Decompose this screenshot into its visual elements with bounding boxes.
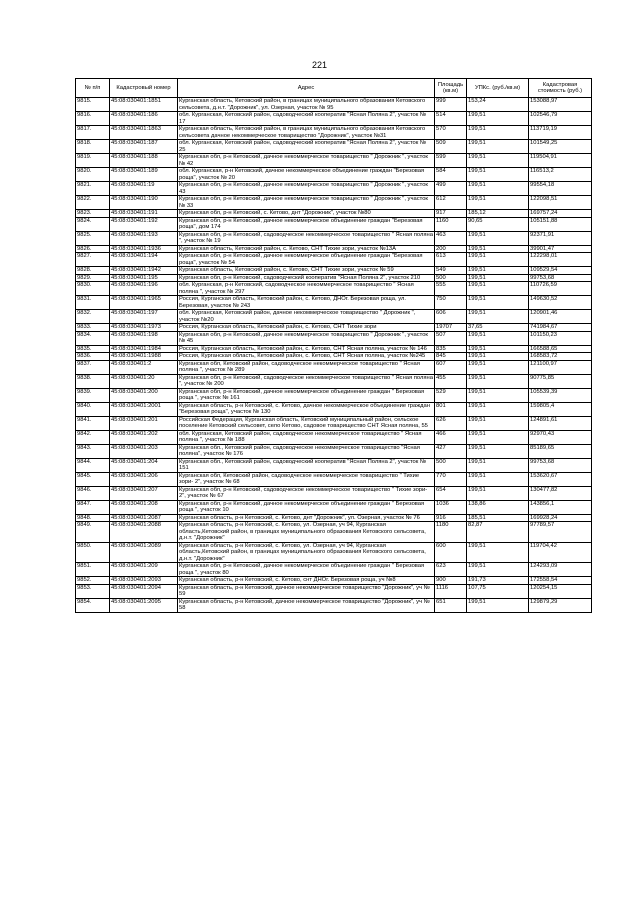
table-body <box>76 98 592 613</box>
cadastral-value-cell: 122298,01 <box>529 253 592 267</box>
upks-cell: 138,86 <box>467 500 529 514</box>
cadastral-value-cell: 85189,65 <box>529 444 592 458</box>
address-cell: Курганская область, Кетовский район, с. Кетово, СНТ Тихие зори, участок №13А <box>178 245 435 253</box>
upks-cell: 199,51 <box>467 140 529 154</box>
cadastral-number-cell: 45:08:030401:1973 <box>110 324 178 332</box>
cadastral-value-cell: 169757,24 <box>529 210 592 218</box>
cadastral-number-cell: 45:08:030401:1988 <box>110 353 178 361</box>
table-row <box>76 231 592 245</box>
cadastral-value-cell: 159805,4 <box>529 402 592 416</box>
row-number-cell: 9832. <box>76 310 110 324</box>
address-cell: Россия, Курганская область, Кетовский район, с. Кетово, СНТ Ясная поляна, участок №245 <box>178 353 435 361</box>
table-row <box>76 98 592 112</box>
address-cell: Курганская область, Кетовский район, с. Кетово, СНТ Тихие зори, участок № 59 <box>178 267 435 275</box>
row-number-cell: 9834. <box>76 331 110 345</box>
table-row <box>76 402 592 416</box>
cadastral-value-cell: 105539,39 <box>529 388 592 402</box>
area-cell: 626 <box>435 416 467 430</box>
table-row <box>76 486 592 500</box>
cadastral-number-cell: 45:08:030401:186 <box>110 112 178 126</box>
table-row <box>76 345 592 353</box>
area-cell: 427 <box>435 444 467 458</box>
cadastral-value-cell: 169928,24 <box>529 514 592 522</box>
cadastral-number-cell: 45:08:030401:196 <box>110 282 178 296</box>
area-cell: 570 <box>435 126 467 140</box>
cadastral-value-cell: 172558,54 <box>529 577 592 585</box>
table-row <box>76 563 592 577</box>
cadastral-value-cell: 97789,57 <box>529 522 592 543</box>
row-number-cell: 9847. <box>76 500 110 514</box>
row-number-cell: 9831. <box>76 296 110 310</box>
upks-cell: 185,51 <box>467 514 529 522</box>
area-cell: 613 <box>435 253 467 267</box>
header-cadastral-value: Кадастровая стоимость (руб.) <box>529 79 592 98</box>
table-row <box>76 542 592 563</box>
area-cell: 900 <box>435 577 467 585</box>
cadastral-value-cell: 92970,43 <box>529 430 592 444</box>
address-cell: Курганская обл, р-н Кетовский, садоводческое некоммерческое товарищество " Ясная поляна ", участок № 200 <box>179 374 433 387</box>
header-upks: УПКс. (руб./кв.м) <box>467 79 529 98</box>
area-cell: 654 <box>435 486 467 500</box>
address-cell: обл. Курганская, р-н Кетовский, садоводческое некоммерческое товарищество " Ясная поляна ", участок № 297 <box>178 282 435 296</box>
cadastral-number-cell: 45:08:030401:192 <box>110 217 178 231</box>
upks-cell: 199,51 <box>467 112 529 126</box>
upks-cell: 199,51 <box>467 542 529 563</box>
row-number-cell: 9853. <box>76 584 110 598</box>
address-cell: Курганская обл, р-н Кетовский, дачное некоммерческое объединение граждан "Березовая роща", участок № 54 <box>178 253 435 267</box>
cadastral-number-cell: 45:08:030401:2095 <box>110 598 178 612</box>
cadastral-value-cell: 120901,46 <box>529 310 592 324</box>
cadastral-value-cell: 121100,97 <box>529 360 592 374</box>
address-cell: Курганская обл, р-н Кетовский, дачное некоммерческое товарищество " Дорожник ", участок № 42 <box>178 154 435 168</box>
area-cell: 509 <box>435 140 467 154</box>
row-number-cell: 9843. <box>76 444 110 458</box>
cadastral-number-cell: 45:08:030401:195 <box>110 274 178 282</box>
row-number-cell: 9849. <box>76 522 110 543</box>
area-cell: 1036 <box>435 500 467 514</box>
upks-cell: 199,51 <box>467 231 529 245</box>
address-cell: Курганская обл., Кетовский район, садоводческое некоммерческое товарищество "Ясная поляна", участок № 176 <box>178 444 435 458</box>
table-row <box>76 522 592 543</box>
area-cell: 750 <box>435 296 467 310</box>
cadastral-value-cell: 741984,67 <box>529 324 592 332</box>
table-row <box>76 267 592 275</box>
area-cell: 917 <box>435 210 467 218</box>
area-cell: 1180 <box>435 522 467 543</box>
cadastral-value-cell: 124293,09 <box>529 563 592 577</box>
area-cell: 500 <box>435 274 467 282</box>
row-number-cell: 9819. <box>76 154 110 168</box>
area-cell: 463 <box>435 231 467 245</box>
upks-cell: 199,51 <box>467 253 529 267</box>
row-number-cell: 9846. <box>76 486 110 500</box>
cadastral-number-cell: 45:08:030401:1965 <box>110 296 178 310</box>
row-number-cell: 9821. <box>76 182 110 196</box>
upks-cell: 199,51 <box>467 374 529 388</box>
row-number-cell: 9824. <box>76 217 110 231</box>
address-cell: Курганская обл, р-н Кетовский, дачное некоммерческое объединение граждан " Березовая роща ", участок № 161 <box>178 388 435 402</box>
cadastral-value-cell: 143856,1 <box>529 500 592 514</box>
area-cell: 999 <box>435 98 467 112</box>
cadastral-value-cell: 109529,54 <box>529 267 592 275</box>
row-number-cell: 9839. <box>76 388 110 402</box>
table-row <box>76 374 592 388</box>
row-number-cell: 9830. <box>76 282 110 296</box>
upks-cell: 199,51 <box>467 430 529 444</box>
table-row <box>76 282 592 296</box>
cadastral-number-cell: 45:08:030401:193 <box>110 231 178 245</box>
address-cell: Россия, Курганская область, Кетовский район, с. Кетово, СНТ Ясная поляна, участок № 146 <box>178 345 435 353</box>
row-number-cell: 9850. <box>76 542 110 563</box>
cadastral-value-cell: 110726,59 <box>529 282 592 296</box>
area-cell: 507 <box>435 331 467 345</box>
cadastral-number-cell: 45:08:030401:201 <box>110 416 178 430</box>
table-row <box>76 140 592 154</box>
cadastral-value-cell: 92371,91 <box>529 231 592 245</box>
upks-cell: 199,51 <box>467 296 529 310</box>
table-row <box>76 458 592 472</box>
cadastral-number-cell: 45:08:030401:200 <box>110 388 178 402</box>
cadastral-value-cell: 120254,15 <box>529 584 592 598</box>
address-cell: обл. Курганская, Кетовский район, дачное некоммерческое товарищество " Дорожник ", участок №20 <box>178 310 435 324</box>
area-cell: 835 <box>435 345 467 353</box>
row-number-cell: 9828. <box>76 267 110 275</box>
table-row <box>76 196 592 210</box>
table-row <box>76 210 592 218</box>
row-number-cell: 9844. <box>76 458 110 472</box>
cadastral-number-cell: 45:08:030401:19 <box>110 182 178 196</box>
cadastral-value-cell: 168583,72 <box>529 353 592 361</box>
cadastral-number-cell: 45:08:030401:197 <box>110 310 178 324</box>
cadastral-number-cell: 45:08:030401:194 <box>110 253 178 267</box>
row-number-cell: 9826. <box>76 245 110 253</box>
row-number-cell: 9817. <box>76 126 110 140</box>
row-number-cell: 9845. <box>76 472 110 486</box>
cadastral-value-cell: 102546,79 <box>529 112 592 126</box>
cadastral-number-cell: 45:08:030401:2089 <box>110 542 178 563</box>
cadastral-number-cell: 45:08:030401:188 <box>110 154 178 168</box>
cadastral-value-cell: 153620,67 <box>529 472 592 486</box>
row-number-cell: 9833. <box>76 324 110 332</box>
table-row <box>76 598 592 612</box>
address-cell: Курганская обл., Кетовский район, садоводческий кооператив "Ясная Поляна 2", участок № 151 <box>178 458 435 472</box>
upks-cell: 199,51 <box>467 563 529 577</box>
table-row <box>76 324 592 332</box>
address-cell: Российская Федерация, Курганская область, Кетовский муниципальный район, сельское поселение Кетовский сельсовет, село Кетово, садовое товарищество СНТ Ясная поляна, 55 <box>178 416 435 430</box>
row-number-cell: 9829. <box>76 274 110 282</box>
table-row <box>76 388 592 402</box>
upks-cell: 199,51 <box>467 472 529 486</box>
header-row-number: № п/п <box>76 79 110 98</box>
page-number: 221 <box>311 60 328 70</box>
upks-cell: 199,51 <box>467 402 529 416</box>
area-cell: 599 <box>435 154 467 168</box>
row-number-cell: 9827. <box>76 253 110 267</box>
table-row <box>76 253 592 267</box>
address-cell: Курганская обл, р-н Кетовский, дачное некоммерческое товарищество " Дорожник ", участок № 33 <box>178 196 435 210</box>
cadastral-value-cell: 105151,88 <box>529 217 592 231</box>
table-row <box>76 353 592 361</box>
row-number-cell: 9818. <box>76 140 110 154</box>
upks-cell: 199,51 <box>467 458 529 472</box>
cadastral-value-cell: 99753,68 <box>529 458 592 472</box>
table-header-row <box>76 79 592 98</box>
row-number-cell: 9854. <box>76 598 110 612</box>
cadastral-value-cell: 166588,65 <box>529 345 592 353</box>
upks-cell: 199,51 <box>467 360 529 374</box>
cadastral-number-cell: 45:08:030401:203 <box>110 444 178 458</box>
row-number-cell: 9840. <box>76 402 110 416</box>
upks-cell: 199,51 <box>467 310 529 324</box>
address-cell: Курганская область, Кетовский район, в границах муниципального образования Кетовского сельсовета, д.н.т. "Дорожник", ул. Озерная, участок № 95 <box>178 98 435 112</box>
row-number-cell: 9838. <box>76 374 110 388</box>
address-cell: Курганская обл, Кетовский район, садоводческое некоммерческое товарищество " Ясная поляна ", участок № 289 <box>178 360 435 374</box>
row-number-cell: 9836. <box>76 353 110 361</box>
upks-cell: 199,51 <box>467 274 529 282</box>
upks-cell: 199,51 <box>467 345 529 353</box>
table-row <box>76 472 592 486</box>
area-cell: 200 <box>435 245 467 253</box>
cadastral-value-cell: 90775,85 <box>529 374 592 388</box>
upks-cell: 199,51 <box>467 168 529 182</box>
cadastral-number-cell: 45:08:030401:187 <box>110 140 178 154</box>
row-number-cell: 9816. <box>76 112 110 126</box>
area-cell: 19707 <box>435 324 467 332</box>
upks-cell: 199,51 <box>467 245 529 253</box>
cadastral-value-cell: 99554,18 <box>529 182 592 196</box>
table-row <box>76 245 592 253</box>
upks-cell: 199,51 <box>467 598 529 612</box>
address-cell: обл. Курганская, Кетовский район, садоводческий кооператив "Ясная Поляна 2", участок № 17 <box>178 112 435 126</box>
table-row <box>76 168 592 182</box>
table-row <box>76 112 592 126</box>
address-cell: Курганская обл, р-н Кетовский, с. Кетово, днт "Дорожник", участок №80 <box>178 210 435 218</box>
area-cell: 600 <box>435 542 467 563</box>
cadastral-value-cell: 130477,82 <box>529 486 592 500</box>
address-cell: Курганская область, р-н Кетовский, с. Кетово, дачное некоммерческое объединение граждан "Березовая роща", участок № 130 <box>178 402 435 416</box>
cadastral-number-cell: 45:08:030401:202 <box>110 430 178 444</box>
row-number-cell: 9837. <box>76 360 110 374</box>
row-number-cell: 9852. <box>76 577 110 585</box>
address-cell: Курганская обл, р-н Кетовский, садоводческое некоммерческое товарищество " Ясная поляна ", участок № 19 <box>179 231 433 244</box>
cadastral-value-cell: 101549,25 <box>529 140 592 154</box>
cadastral-value-cell: 119504,91 <box>529 154 592 168</box>
upks-cell: 153,24 <box>467 98 529 112</box>
header-address: Адрес <box>178 79 435 98</box>
upks-cell: 191,73 <box>467 577 529 585</box>
cadastral-value-cell: 153088,97 <box>529 98 592 112</box>
row-number-cell: 9820. <box>76 168 110 182</box>
row-number-cell: 9823. <box>76 210 110 218</box>
cadastral-number-cell: 45:08:030401:1942 <box>110 267 178 275</box>
area-cell: 549 <box>435 267 467 275</box>
row-number-cell: 9842. <box>76 430 110 444</box>
area-cell: 584 <box>435 168 467 182</box>
row-number-cell: 9848. <box>76 514 110 522</box>
table-row <box>76 416 592 430</box>
area-cell: 606 <box>435 310 467 324</box>
upks-cell: 107,75 <box>467 584 529 598</box>
upks-cell: 199,51 <box>467 282 529 296</box>
table-row <box>76 444 592 458</box>
cadastral-number-cell: 45:08:030401:208 <box>110 500 178 514</box>
upks-cell: 37,65 <box>467 324 529 332</box>
address-cell: Курганская область, р-н Кетовский, с. Кетово, ул. Озерная, уч 94, Курганская область,Кетовский район, в границах муниципального образования Кетовского сельсовета, д.н.т. "Дорожник" <box>178 542 435 563</box>
cadastral-value-cell: 113719,19 <box>529 126 592 140</box>
cadastral-value-cell: 116513,2 <box>529 168 592 182</box>
address-cell: Курганская область, р-н Кетовский, дачное некоммерческое товарищество "Дорожник", уч № 58 <box>178 598 435 612</box>
cadastral-value-cell: 122098,51 <box>529 196 592 210</box>
upks-cell: 199,51 <box>467 444 529 458</box>
upks-cell: 199,51 <box>467 182 529 196</box>
area-cell: 1160 <box>435 217 467 231</box>
upks-cell: 185,12 <box>467 210 529 218</box>
upks-cell: 199,51 <box>467 331 529 345</box>
table-row <box>76 274 592 282</box>
table-row <box>76 331 592 345</box>
table-row <box>76 430 592 444</box>
upks-cell: 199,51 <box>467 267 529 275</box>
cadastral-number-cell: 45:08:030401:2087 <box>110 514 178 522</box>
address-cell: Курганская обл, р-н Кетовский, садоводческое некоммерческое товарищество " Тихие зори- 2", участок № 67 <box>178 486 435 500</box>
table-row <box>76 360 592 374</box>
upks-cell: 199,51 <box>467 416 529 430</box>
cadastral-number-cell: 45:08:030401:2 <box>110 360 178 374</box>
cadastral-number-cell: 45:08:030401:2093 <box>110 577 178 585</box>
address-cell: обл. Курганская, Кетовский район, садоводческий кооператив "Ясная Поляна 2", участок № 25 <box>178 140 435 154</box>
cadastral-number-cell: 45:08:030401:206 <box>110 472 178 486</box>
cadastral-number-cell: 45:08:030401:20 <box>110 374 178 388</box>
cadastral-number-cell: 45:08:030401:2088 <box>110 522 178 543</box>
cadastral-number-cell: 45:08:030401:1851 <box>110 98 178 112</box>
upks-cell: 82,87 <box>467 522 529 543</box>
area-cell: 514 <box>435 112 467 126</box>
address-cell: Курганская обл, р-н Кетовский, дачное некоммерческое объединение граждан " Березовая роща ", участок 10 <box>178 500 435 514</box>
address-cell: Курганская обл, р-н Кетовский, дачное некоммерческое объединение граждан " Березовая роща ", участок 80 <box>178 563 435 577</box>
table-row <box>76 310 592 324</box>
address-cell: Россия, Курганская область, Кетовский район, с. Кетово, СНТ Тихие зори <box>178 324 435 332</box>
cadastral-value-cell: 129879,29 <box>529 598 592 612</box>
area-cell: 770 <box>435 472 467 486</box>
table-row <box>76 500 592 514</box>
row-number-cell: 9825. <box>76 231 110 245</box>
address-cell: Курганская обл, р-н Кетовский, дачное некоммерческое объединение граждан "Березовая роща", дом 174 <box>178 217 435 231</box>
cadastral-number-cell: 45:08:030401:198 <box>110 331 178 345</box>
upks-cell: 199,51 <box>467 126 529 140</box>
area-cell: 612 <box>435 196 467 210</box>
cadastral-value-cell: 39901,47 <box>529 245 592 253</box>
cadastral-number-cell: 45:08:030401:207 <box>110 486 178 500</box>
upks-cell: 199,51 <box>467 196 529 210</box>
cadastral-table <box>75 78 592 613</box>
address-cell: Курганская обл, р-н Кетовский, садоводческий кооператив "Ясная Поляна 2", участок 210 <box>178 274 435 282</box>
row-number-cell: 9815. <box>76 98 110 112</box>
cadastral-value-cell: 119704,42 <box>529 542 592 563</box>
cadastral-number-cell: 45:08:030401:189 <box>110 168 178 182</box>
header-area: Площадь (кв.м) <box>435 79 467 98</box>
cadastral-number-cell: 45:08:030401:2094 <box>110 584 178 598</box>
area-cell: 916 <box>435 514 467 522</box>
table-row <box>76 126 592 140</box>
cadastral-number-cell: 45:08:030401:204 <box>110 458 178 472</box>
address-cell: Курганская область, р-н Кетовский, с. Кетово, ул. Озерная, уч 94, Курганская область,Кетовский район, в границах муниципального образования Кетовского сельсовета, д.н.т. "Дорожник" <box>178 522 435 543</box>
upks-cell: 199,51 <box>467 388 529 402</box>
address-cell: Курганская область, Кетовский район, в границах муниципального образования Кетовского сельсовета дачное некоммерческое товарищество "Дорожник", участок №31 <box>178 126 435 140</box>
area-cell: 607 <box>435 360 467 374</box>
area-cell: 845 <box>435 353 467 361</box>
cadastral-number-cell: 45:08:030401:190 <box>110 196 178 210</box>
address-cell: обл. Курганская, Кетовский район, садоводческое некоммерческое товарищество " Ясная поляна ", участок № 188 <box>178 430 435 444</box>
table-row <box>76 217 592 231</box>
table-row <box>76 182 592 196</box>
address-cell: Курганская обл, р-н Кетовский, дачное некоммерческое товарищество " Дорожник ", участок 43 <box>178 182 435 196</box>
cadastral-number-cell: 45:08:030401:1863 <box>110 126 178 140</box>
cadastral-value-cell: 101150,23 <box>529 331 592 345</box>
area-cell: 455 <box>435 374 467 388</box>
address-cell: Курганская область, р-н Кетовский, дачное некоммерческое товарищество "Дорожник", уч № 59 <box>178 584 435 598</box>
table-row <box>76 584 592 598</box>
cadastral-number-cell: 45:08:030401:2001 <box>110 402 178 416</box>
table-row <box>76 154 592 168</box>
table-row <box>76 577 592 585</box>
area-cell: 555 <box>435 282 467 296</box>
address-cell: обл. Курганская, р-н Кетовский, дачное некоммерческое объединение граждан "Березовая роща", участок № 20 <box>178 168 435 182</box>
upks-cell: 199,51 <box>467 486 529 500</box>
address-cell: Курганская область, р-н Кетовский, с. Кетово, снт ДНОг. Березовая роща, уч №8 <box>178 577 435 585</box>
address-cell: Курганская обл, Кетовский район, садоводческое некоммерческое товарищество " Тихие зори- 2", участок № 68 <box>178 472 435 486</box>
address-cell: Курганская область, р-н Кетовский, с. Кетово, днт "Дорожник", ул. Озерная, участок № 76 <box>178 514 435 522</box>
table-row <box>76 296 592 310</box>
upks-cell: 199,51 <box>467 154 529 168</box>
cadastral-value-cell: 99753,68 <box>529 274 592 282</box>
row-number-cell: 9851. <box>76 563 110 577</box>
cadastral-value-cell: 149630,52 <box>529 296 592 310</box>
area-cell: 1116 <box>435 584 467 598</box>
area-cell: 466 <box>435 430 467 444</box>
cadastral-number-cell: 45:08:030401:209 <box>110 563 178 577</box>
address-cell: Курганская обл, р-н Кетовский, дачное некоммерческое товарищество " Дорожник ", участок № 45 <box>178 331 435 345</box>
header-cadastral-number: Кадастровый номер <box>110 79 178 98</box>
upks-cell: 90,65 <box>467 217 529 231</box>
area-cell: 801 <box>435 402 467 416</box>
area-cell: 499 <box>435 182 467 196</box>
upks-cell: 199,51 <box>467 353 529 361</box>
area-cell: 529 <box>435 388 467 402</box>
row-number-cell: 9841. <box>76 416 110 430</box>
cadastral-number-cell: 45:08:030401:191 <box>110 210 178 218</box>
cadastral-number-cell: 45:08:030401:1984 <box>110 345 178 353</box>
area-cell: 651 <box>435 598 467 612</box>
cadastral-value-cell: 124891,61 <box>529 416 592 430</box>
cadastral-number-cell: 45:08:030401:1936 <box>110 245 178 253</box>
area-cell: 500 <box>435 458 467 472</box>
row-number-cell: 9835. <box>76 345 110 353</box>
table-row <box>76 514 592 522</box>
address-cell: Россия, Курганская область, Кетовский район, с. Кетово, ДНОг. Березовая роща, ул. Березовая, участок № 243 <box>178 296 435 310</box>
row-number-cell: 9822. <box>76 196 110 210</box>
area-cell: 623 <box>435 563 467 577</box>
